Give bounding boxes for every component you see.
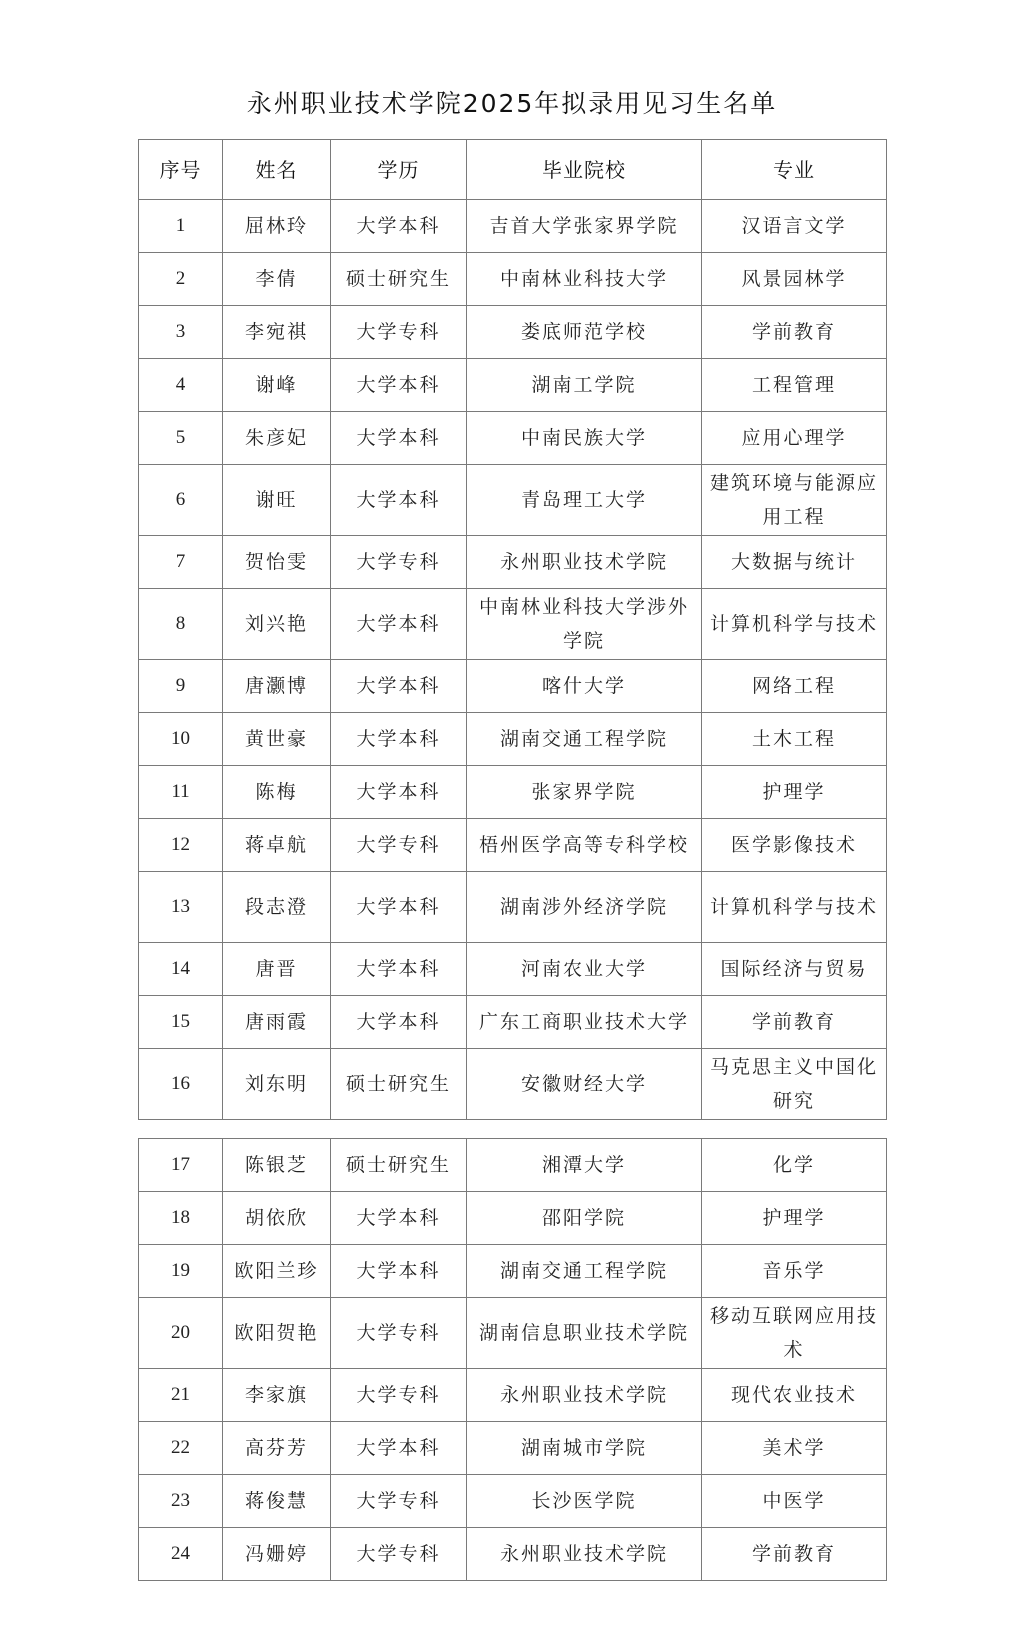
roster-table-part-2 [138,1138,887,1581]
cell-name: 刘兴艳 [223,589,331,660]
table-row [139,766,887,819]
cell-index: 12 [139,819,223,872]
cell-major: 音乐学 [702,1245,887,1298]
cell-index: 1 [139,200,223,253]
cell-major: 计算机科学与技术 [702,872,887,943]
cell-school: 湖南城市学院 [467,1422,702,1475]
cell-major: 学前教育 [702,996,887,1049]
table-row [139,465,887,536]
cell-index: 14 [139,943,223,996]
cell-education: 大学本科 [331,766,467,819]
cell-index: 10 [139,713,223,766]
cell-education: 大学本科 [331,872,467,943]
table-row [139,1192,887,1245]
cell-major: 建筑环境与能源应用工程 [702,465,887,536]
roster-table-part-1 [138,139,887,1120]
cell-major: 现代农业技术 [702,1369,887,1422]
table-row [139,872,887,943]
cell-school: 张家界学院 [467,766,702,819]
cell-education: 大学专科 [331,536,467,589]
cell-major: 大数据与统计 [702,536,887,589]
table-row [139,660,887,713]
cell-index: 16 [139,1049,223,1120]
table-row [139,996,887,1049]
cell-school: 湖南交通工程学院 [467,1245,702,1298]
cell-school: 河南农业大学 [467,943,702,996]
cell-major: 土木工程 [702,713,887,766]
cell-name: 谢旺 [223,465,331,536]
cell-name: 李宛祺 [223,306,331,359]
cell-education: 大学本科 [331,943,467,996]
header-school: 毕业院校 [467,140,702,200]
cell-education: 大学本科 [331,200,467,253]
cell-name: 贺怡雯 [223,536,331,589]
cell-index: 20 [139,1298,223,1369]
cell-index: 23 [139,1475,223,1528]
cell-index: 8 [139,589,223,660]
cell-education: 硕士研究生 [331,253,467,306]
cell-major: 医学影像技术 [702,819,887,872]
cell-major: 学前教育 [702,306,887,359]
cell-education: 大学本科 [331,996,467,1049]
table-row [139,1245,887,1298]
cell-name: 朱彦妃 [223,412,331,465]
cell-school: 湖南信息职业技术学院 [467,1298,702,1369]
table-row [139,253,887,306]
cell-name: 李家旗 [223,1369,331,1422]
cell-education: 大学本科 [331,589,467,660]
table-row [139,306,887,359]
table-row [139,1298,887,1369]
cell-major: 汉语言文学 [702,200,887,253]
cell-school: 喀什大学 [467,660,702,713]
cell-name: 李倩 [223,253,331,306]
header-index: 序号 [139,140,223,200]
cell-index: 3 [139,306,223,359]
cell-major: 工程管理 [702,359,887,412]
cell-education: 大学本科 [331,713,467,766]
cell-school: 吉首大学张家界学院 [467,200,702,253]
cell-major: 风景园林学 [702,253,887,306]
cell-name: 黄世豪 [223,713,331,766]
cell-major: 护理学 [702,766,887,819]
cell-education: 大学本科 [331,1245,467,1298]
table-row [139,943,887,996]
cell-school: 长沙医学院 [467,1475,702,1528]
cell-index: 18 [139,1192,223,1245]
header-education: 学历 [331,140,467,200]
cell-major: 国际经济与贸易 [702,943,887,996]
header-name: 姓名 [223,140,331,200]
cell-education: 大学专科 [331,1475,467,1528]
cell-school: 青岛理工大学 [467,465,702,536]
cell-major: 化学 [702,1139,887,1192]
cell-name: 段志澄 [223,872,331,943]
cell-major: 中医学 [702,1475,887,1528]
cell-name: 冯姗婷 [223,1528,331,1581]
cell-name: 欧阳兰珍 [223,1245,331,1298]
cell-name: 欧阳贺艳 [223,1298,331,1369]
table-row [139,819,887,872]
cell-index: 9 [139,660,223,713]
cell-education: 硕士研究生 [331,1049,467,1120]
cell-name: 高芬芳 [223,1422,331,1475]
cell-school: 永州职业技术学院 [467,1528,702,1581]
table-row [139,713,887,766]
cell-major: 美术学 [702,1422,887,1475]
cell-index: 6 [139,465,223,536]
cell-school: 永州职业技术学院 [467,536,702,589]
table-row [139,589,887,660]
cell-index: 7 [139,536,223,589]
cell-major: 马克思主义中国化研究 [702,1049,887,1120]
cell-education: 大学本科 [331,412,467,465]
cell-major: 网络工程 [702,660,887,713]
cell-school: 湘潭大学 [467,1139,702,1192]
cell-education: 硕士研究生 [331,1139,467,1192]
cell-education: 大学专科 [331,306,467,359]
cell-major: 计算机科学与技术 [702,589,887,660]
table-row [139,1369,887,1422]
cell-name: 陈银芝 [223,1139,331,1192]
table-row [139,1528,887,1581]
cell-school: 湖南交通工程学院 [467,713,702,766]
cell-school: 安徽财经大学 [467,1049,702,1120]
cell-name: 刘东明 [223,1049,331,1120]
cell-name: 蒋卓航 [223,819,331,872]
cell-school: 湖南涉外经济学院 [467,872,702,943]
cell-school: 娄底师范学校 [467,306,702,359]
cell-index: 17 [139,1139,223,1192]
cell-education: 大学专科 [331,1298,467,1369]
cell-major: 学前教育 [702,1528,887,1581]
table-row [139,536,887,589]
cell-index: 13 [139,872,223,943]
cell-major: 应用心理学 [702,412,887,465]
table-row [139,1139,887,1192]
cell-education: 大学专科 [331,1528,467,1581]
cell-index: 15 [139,996,223,1049]
header-major: 专业 [702,140,887,200]
cell-school: 中南民族大学 [467,412,702,465]
table-row [139,200,887,253]
cell-index: 22 [139,1422,223,1475]
cell-education: 大学本科 [331,660,467,713]
table-row [139,1049,887,1120]
table-row [139,1422,887,1475]
cell-education: 大学本科 [331,1192,467,1245]
cell-name: 蒋俊慧 [223,1475,331,1528]
cell-major: 护理学 [702,1192,887,1245]
cell-school: 永州职业技术学院 [467,1369,702,1422]
table-header-row [139,140,887,200]
cell-index: 2 [139,253,223,306]
cell-index: 21 [139,1369,223,1422]
cell-major: 移动互联网应用技术 [702,1298,887,1369]
cell-name: 谢峰 [223,359,331,412]
cell-name: 陈梅 [223,766,331,819]
cell-education: 大学本科 [331,1422,467,1475]
cell-name: 唐雨霞 [223,996,331,1049]
cell-name: 唐灏博 [223,660,331,713]
cell-school: 中南林业科技大学 [467,253,702,306]
cell-school: 邵阳学院 [467,1192,702,1245]
cell-name: 胡依欣 [223,1192,331,1245]
cell-name: 唐晋 [223,943,331,996]
cell-school: 广东工商职业技术大学 [467,996,702,1049]
cell-index: 24 [139,1528,223,1581]
cell-index: 19 [139,1245,223,1298]
cell-education: 大学本科 [331,465,467,536]
cell-education: 大学本科 [331,359,467,412]
cell-school: 梧州医学高等专科学校 [467,819,702,872]
table-row [139,412,887,465]
cell-school: 中南林业科技大学涉外学院 [467,589,702,660]
cell-index: 11 [139,766,223,819]
table-row [139,359,887,412]
cell-name: 屈林玲 [223,200,331,253]
cell-school: 湖南工学院 [467,359,702,412]
page-title: 永州职业技术学院2025年拟录用见习生名单 [246,89,778,118]
table-row [139,1475,887,1528]
cell-index: 5 [139,412,223,465]
cell-index: 4 [139,359,223,412]
cell-education: 大学专科 [331,819,467,872]
cell-education: 大学专科 [331,1369,467,1422]
